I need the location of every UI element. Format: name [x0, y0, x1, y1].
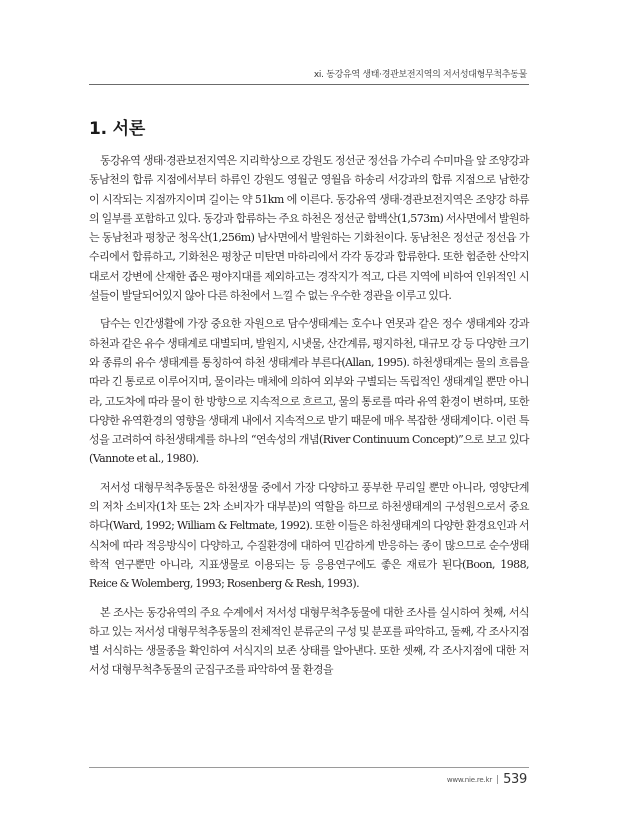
- footer-separator: [497, 775, 498, 784]
- paragraph-benthic-invertebrates: 저서성 대형무척추동물은 하천생물 중에서 가장 다양하고 풍부한 무리일 뿐만 아니라, 영양단계의 저차 소비자(1차 또는 2차 소비자가 대부분)의 역할을 하므로 하천생태계의 구성원으로서 중요하다(Ward, 1992; William & Feltmate, 1992). 또한 이들은 하천생태계의 다양한 환경요인과 서식처에 따라 적응방식이 다양하고, 수질환경에 대하여 민감하게 반응하는 종이 많으므로 순수생태학적 연구뿐만 아니라, 지표생물로 이용되는 등 응용연구에도 좋은 재료가 된다(Boon, 1988, Reice & Wolemberg, 1993; Rosenberg & Resh, 1993).: [89, 480, 529, 591]
- page-number: 539: [503, 772, 527, 787]
- page-footer: [447, 772, 527, 787]
- footer-divider: [89, 767, 529, 768]
- section-title: 1. 서론: [89, 119, 146, 139]
- footer-url: www.nie.re.kr: [446, 775, 493, 784]
- paragraph-freshwater-ecosystem: 담수는 인간생활에 가장 중요한 자원으로 담수생태계는 호수나 연못과 같은 정수 생태계와 강과 하천과 같은 유수 생태계로 대별되며, 발원지, 시냇물, 산간계류, 평지하천, 대규모 강 등 다양한 크기와 종류의 유수 생태계를 통칭하여 하천 생태계라 부른다(Allan, 1995). 하천생태계는 물의 흐름을 따라 긴 통로로 이루어지며, 물이라는 매체에 의하여 외부와 구별되는 독립적인 생태계일 뿐만 아니라, 고도차에 따라 물이 한 방향으로 지속적으로 흐르고, 물의 통로를 따라 유역 환경이 변하며, 또한 다양한 유역환경의 영향을 생태계 내에서 지속적으로 받기 때문에 매우 복잡한 생태계이다. 이런 특성을 고려하여 하천생태계를 하나의 “연속성의 개념(River Continuum Concept)”으로 보고 있다(Vannote et al., 1980).: [89, 317, 529, 466]
- paragraph-survey-purpose: 본 조사는 동강유역의 주요 수계에서 저서성 대형무척추동물에 대한 조사를 실시하여 첫째, 서식하고 있는 저서성 대형무척추동물의 전체적인 분류군의 구성 및 분포를 파악하고, 둘째, 각 조사지점별 서식하는 생물종을 확인하여 서식지의 보존 상태를 알아낸다. 또한 셋째, 각 조사지점에 대한 저서성 대형무척추동물의 군집구조를 파악하여 물 환경을: [89, 605, 529, 677]
- header-divider: [89, 84, 529, 85]
- body-text: [89, 151, 529, 689]
- running-header: xi. 동강유역 생태·경관보전지역의 저서성대형무척추동물: [313, 70, 527, 80]
- paragraph-intro-geography: 동강유역 생태·경관보전지역은 지리학상으로 강원도 정선군 정선읍 가수리 수미마을 앞 조양강과 동남천의 합류 지점에서부터 하류인 강원도 영월군 영월읍 하송리 서강과의 합류 지점으로 남한강이 시작되는 지점까지이며 길이는 약 51km 에 이른다. 동강유역 생태·경관보전지역은 조양강 하류의 일부를 포함하고 있다. 동강과 합류하는 주요 하천은 정선군 함백산(1,573m) 서사면에서 발원하는 동남천과 평창군 청옥산(1,256m) 남사면에서 발원하는 기화천이다. 동남천은 정선군 정선읍 가수리에서 합류하고, 기화천은 평창군 미탄면 마하리에서 각각 동강과 합류한다. 또한 험준한 산악지대로서 강변에 산재한 좁은 평야지대를 제외하고는 경작지가 적고, 다른 지역에 비하여 인위적인 시설들이 발달되어있지 않아 다른 하천에서 느낄 수 없는 우수한 경관을 이루고 있다.: [89, 154, 529, 303]
